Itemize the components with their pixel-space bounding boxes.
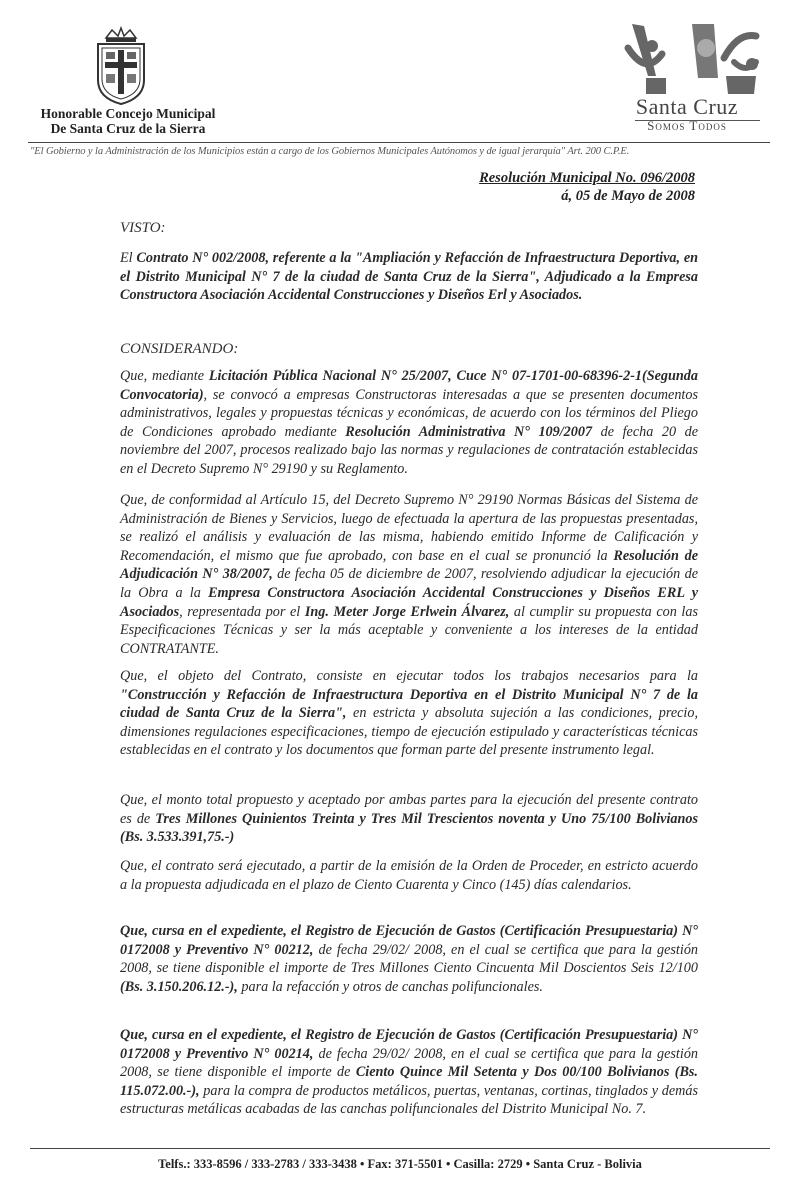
constitution-tagline: "El Gobierno y la Administración de los Municipios están a cargo de los Gobiernos Municipales Autónomos y de igual jerarquía" Art. 200 C.P.E. — [30, 146, 630, 157]
council-name — [28, 106, 228, 136]
header-divider — [28, 142, 770, 143]
visto-text-1: El — [120, 250, 137, 266]
visto-heading: VISTO: — [120, 220, 166, 236]
visto-paragraph — [120, 249, 698, 305]
amount-bs-1: (Bs. 3.150.206.12.-), — [120, 978, 238, 995]
p1-text-1: Que, mediante — [120, 368, 209, 384]
considerando-paragraph-5: Que, el contrato será ejecutado, a partir de la emisión de la Orden de Proceder, en estricto acuerdo a la propuesta adjudicada en el plazo de Ciento Cuarenta y Cinco (145) días calendarios. — [120, 858, 698, 893]
logo-subtitle: Somos Todos — [647, 118, 727, 133]
considerando-heading: CONSIDERANDO: — [120, 341, 239, 357]
considerando-paragraph-7 — [120, 1026, 698, 1119]
p2-text-3: , representada por el — [179, 603, 305, 620]
p2-text-1: Que, de conformidad al Artículo 15, del Decreto Supremo N° 29190 Normas Básicas del Sistema de Administración de Bienes y Servicios, luego de efectuada la apertura de las propuestas presentadas, se realizó el análisis y evaluación de las misma, habiendo emitido Informe de Calificación y Recomendación, el mismo que fue aprobado, con base en el cual se pronunció la — [120, 492, 698, 564]
registro-ejecucion-2: Que, cursa en el expediente, el Registro de Ejecución de Gastos (Certificación Presupuestaria) N° 0172008 y Preventivo N° 00214, — [120, 1027, 698, 1062]
p1-text-3: de fecha 20 de noviembre del 2007, procesos realizado bajo las normas y regulaciones de contratación establecidas en el Decreto Supremo N° 29190 y su Reglamento. — [120, 423, 698, 477]
considerando-paragraph-3 — [120, 667, 698, 760]
p7-text-1: de fecha 29/02/ 2008, en el cual se certifica que para la gestión 2008, se tiene disponible el importe de — [120, 1045, 699, 1081]
p1-text-2: , se convocó a empresas Constructoras interesadas a que se presenten documentos administrativos, legales y propuestas técnicas y económicas, de acuerdo con los términos del Pliego de Condiciones aprobado mediante — [120, 386, 698, 440]
p2-text-2: de fecha 05 de diciembre de 2007, resolviendo adjudicar la ejecución de la Obra a la — [120, 566, 698, 601]
p3-text-2: en estricta y absoluta sujeción a las condiciones, precio, dimensiones regulaciones especificaciones, tiempo de ejecución estipulado y características técnicas establecidas en el contrato y los documentos que forman parte del presente instrumento legal. — [120, 705, 698, 759]
resolucion-adjudicacion: Resolución de Adjudicación N° 38/2007, — [120, 547, 698, 583]
p4-text-1: Que, el monto total propuesto y aceptado por ambas partes para la ejecución del presente contrato es de — [120, 792, 698, 827]
considerando-paragraph-6 — [120, 922, 698, 996]
coat-of-arms-icon — [92, 24, 150, 106]
resolution-number: Resolución Municipal No. 096/2008 — [479, 170, 695, 186]
representative-name: Ing. Meter Jorge Erlwein Álvarez, — [304, 603, 510, 620]
considerando-paragraph-4 — [120, 791, 698, 847]
p6-text-1: de fecha 29/02/ 2008, en el cual se certifica que para la gestión 2008, se tiene disponible el importe de Tres Millones Ciento Cincuenta Mil Doscientos Seis 12/100 — [120, 941, 699, 977]
empresa-constructora: Empresa Constructora Asociación Accidental Construcciones y Diseños ERL y Asociados — [120, 584, 698, 620]
registro-ejecucion-1: Que, cursa en el expediente, el Registro de Ejecución de Gastos (Certificación Presupuestaria) N° 0172008 y Preventivo N° 00212, — [120, 923, 698, 958]
p6-text-2: para la refacción y otros de canchas polifuncionales. — [237, 978, 543, 995]
considerando-paragraph-1 — [120, 367, 698, 479]
p2-text-4: al cumplir su propuesta con las Especificaciones Técnicas y ser la más aceptable y conveniente a los intereses de la entidad CONTRATANTE. — [120, 603, 698, 657]
logo-title: Santa Cruz — [635, 94, 739, 119]
footer-divider — [30, 1148, 770, 1149]
considerando-paragraph-2 — [120, 491, 698, 658]
council-line-2: De Santa Cruz de la Sierra — [50, 121, 206, 136]
council-line-1: Honorable Concejo Municipal — [40, 106, 216, 121]
licitacion-reference: Licitación Pública Nacional N° 25/2007, Cuce N° 07-1701-00-68396-2-1(Segunda Convocatoria) — [120, 368, 698, 403]
footer-contact: Telfs.: 333-8596 / 333-2783 / 333-3438 • Fax: 371-5501 • Casilla: 2729 • Santa Cruz - Bolivia — [158, 1157, 642, 1171]
contract-amount: Tres Millones Quinientos Treinta y Tres Mil Trescientos noventa y Uno 75/100 Bolivianos (Bs. 3.533.391,75.-) — [120, 810, 698, 846]
contract-reference: Contrato N° 002/2008, referente a la "Ampliación y Refacción de Infraestructura Deportiva, en el Distrito Municipal N° 7 de la ciudad de Santa Cruz de la Sierra", Adjudicado a la Empresa Constructora Asociación Accidental Construcciones y Diseños Erl y Asociados. — [120, 250, 699, 304]
contract-object: "Construcción y Refacción de Infraestructura Deportiva en el Distrito Municipal N° 7 de la ciudad de Santa Cruz de la Sierra", — [120, 686, 698, 722]
p3-text-1: Que, el objeto del Contrato, consiste en ejecutar todos los trabajos necesarios para la — [120, 668, 698, 684]
resolucion-administrativa: Resolución Administrativa N° 109/2007 — [345, 423, 593, 440]
amount-bs-2: Ciento Quince Mil Setenta y Dos 00/100 Bolivianos (Bs. 115.072.00.-), — [120, 1064, 698, 1099]
p7-text-2: para la compra de productos metálicos, puertas, ventanas, cortinas, tinglados y demás estructuras metálicas acabadas de las canchas polifuncionales del Distrito Municipal No. 7. — [120, 1082, 698, 1118]
resolution-date: á, 05 de Mayo de 2008 — [561, 188, 695, 204]
